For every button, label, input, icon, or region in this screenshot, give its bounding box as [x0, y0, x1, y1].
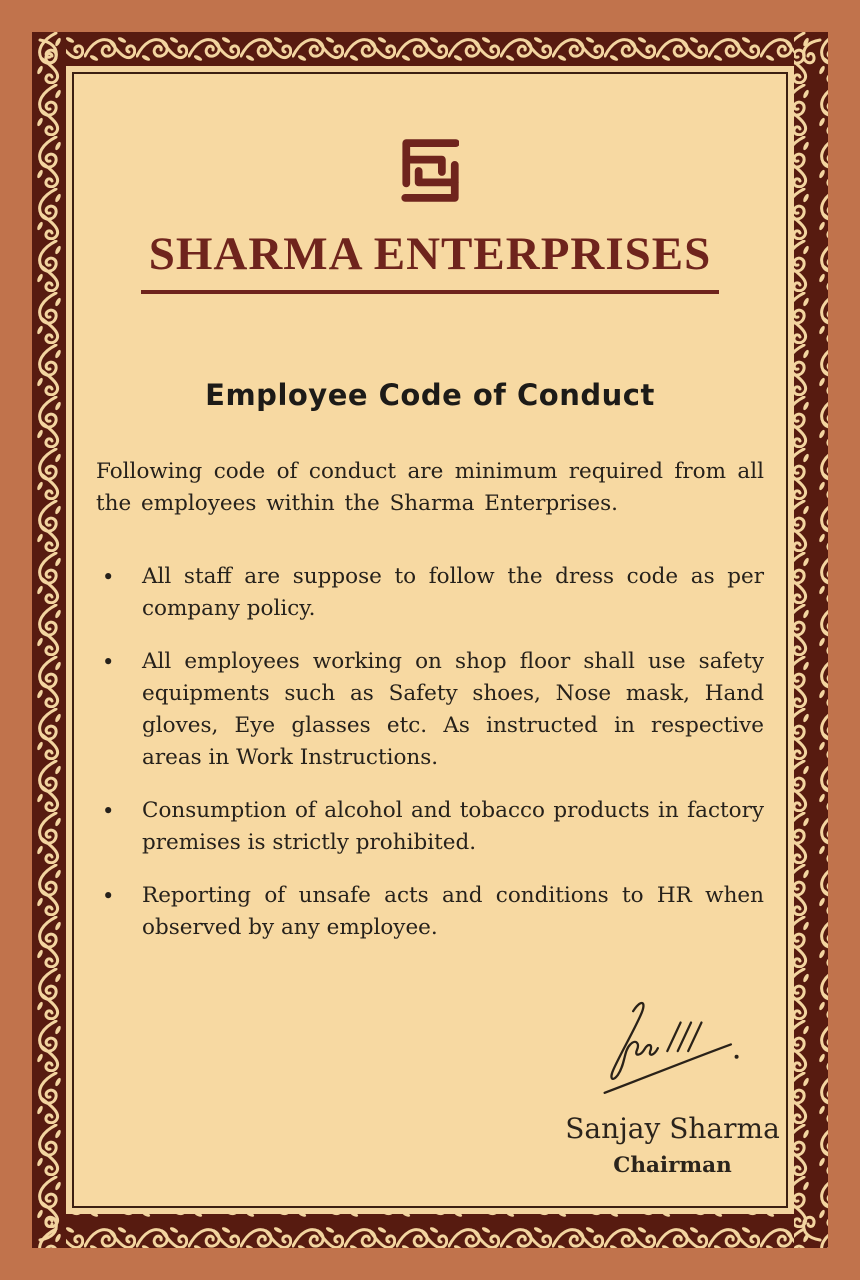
handwritten-signature-icon	[597, 996, 749, 1108]
rule-item	[96, 795, 764, 859]
bullet-icon: •	[102, 649, 115, 674]
sharma-se-monogram-icon	[401, 138, 459, 203]
bullet-icon: •	[102, 883, 115, 908]
signatory-role: Chairman	[613, 1153, 732, 1178]
document-panel	[72, 72, 788, 1208]
conduct-rules-list	[74, 561, 764, 944]
brand-row	[74, 227, 786, 294]
bullet-icon: •	[102, 564, 115, 589]
company-name: SHARMA ENTERPRISES	[141, 227, 720, 294]
rule-item	[96, 880, 764, 944]
signature-block	[565, 996, 780, 1178]
intro-paragraph: Following code of conduct are minimum required from all the employees within the Sharma Enterprises.	[96, 459, 764, 517]
rule-text: Consumption of alcohol and tobacco products in factory premises is strictly prohibited.	[142, 797, 764, 855]
rule-item	[96, 646, 764, 774]
rule-text: All employees working on shop floor shall use safety equipments such as Safety shoes, Nose mask, Hand gloves, Eye glasses etc. As instructed in respective areas in Work Instructions.	[142, 648, 764, 770]
rule-text: Reporting of unsafe acts and conditions to HR when observed by any employee.	[142, 882, 764, 940]
bullet-icon: •	[102, 798, 115, 823]
page-title: Employee Code of Conduct	[205, 378, 655, 412]
signatory-name: Sanjay Sharma	[565, 1112, 780, 1146]
rule-text: All staff are suppose to follow the dress code as per company policy.	[142, 563, 764, 621]
rule-item	[96, 561, 764, 625]
